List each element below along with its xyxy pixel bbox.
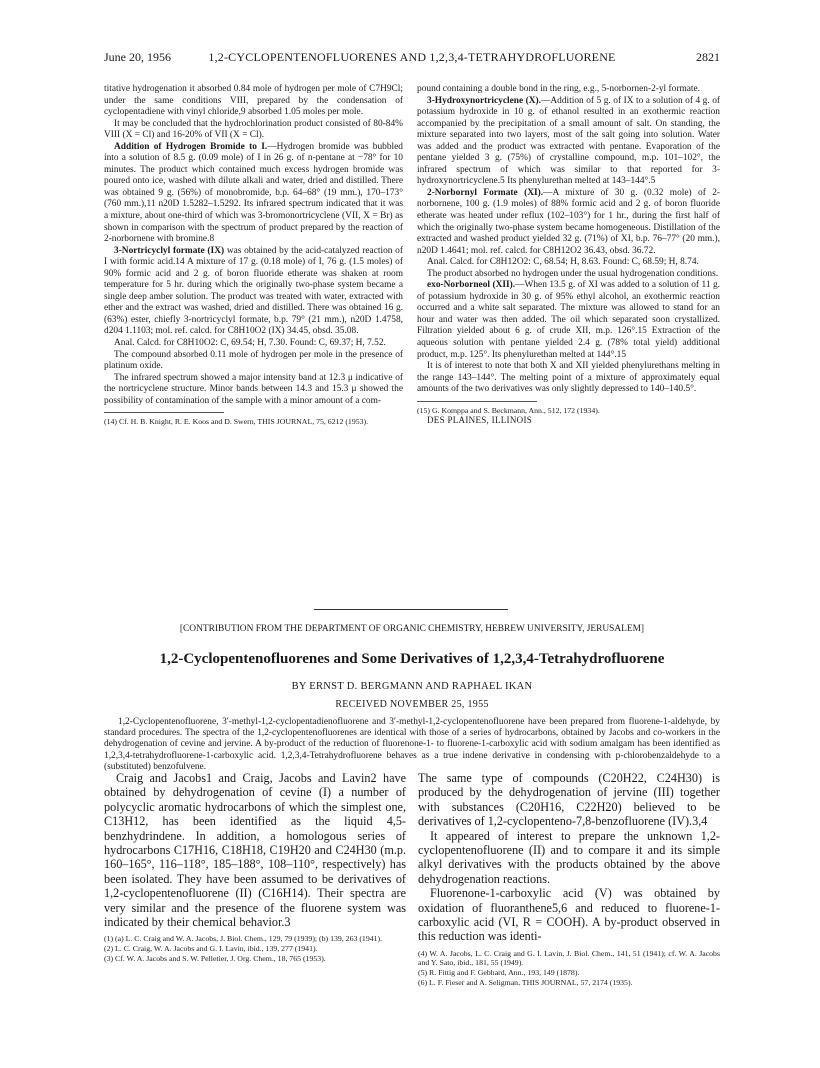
footnotes (417, 406, 720, 416)
paragraph (104, 246, 403, 338)
analysis: Anal. Calcd. for C8H12O2: C, 68.54; H, 8.63. Found: C, 68.59; H, 8.74. (427, 257, 699, 268)
received-date: RECEIVED NOVEMBER 25, 1955 (335, 699, 489, 710)
page-number: 2821 (696, 50, 720, 64)
page-header (104, 50, 720, 66)
abstract-text: 1,2-Cyclopentenofluorene, 3′-methyl-1,2-cyclopentadienofluorene and 3′-methyl-1,2-cyclopentenofluorene have been prepared from fluorene-1-aldehyde, by standard procedures. The spectra of the 1,2-cyclopentenofluorenes are identical with those of a series of hydrocarbons, obtained by Jacobs and co-workers in the dehydrogenation of cevine and jervine. A by-product of the reduction of fluorenone-1- to fluorene-1-carboxylic acid with sodium amalgam has been identified as 1,2,3,4-tetrahydrofluorene-1-carboxylic acid. 1,2,3,4-Tetrahydrofluorene behaves as a true indene derivative in condensing with p-chlorobenzaldehyde to a (substituted) benzofulvene. (104, 717, 720, 772)
footnotes (104, 934, 406, 963)
paragraph-text: was obtained by the acid-catalyzed reaction of I with formic acid.14 A mixture of 17 g. (0.18 mole) of I, 76 g. (1.5 moles) of 90% formic acid and 2 g. of boron fluoride etherate was shaken at room temperature for 5 hr. during which the originally two-phase system became a single deep amber solution. The product was treated with water, extracted with ether and the extract was washed, dried and distilled. There was obtained 16 g. (63%) ester, chiefly 3-nortricyclyl formate, b.p. 79° (21 mm.), n20D 1.4758, d204 1.1103; mol. ref. calcd. for C8H10O2 (IX) 34.45, obsd. 35.08. (104, 245, 403, 337)
paragraph: The same type of compounds (C20H22, C24H30) is produced by the dehydrogenation of jervine (III) together with substances (C20H16, C22H20) believed to be derivatives of 1,2-cyclopenteno-7,8-benzofluorene (IV).3,4 (418, 771, 720, 829)
footnotes (418, 949, 720, 987)
running-title: 1,2-CYCLOPENTENOFLUORENES AND 1,2,3,4-TETRAHYDROFLUORENE (208, 50, 616, 64)
paragraph-text: —Addition of 5 g. of IX to a solution of 4 g. of potassium hydroxide in 10 g. of ethanol resulted in an exothermic reaction accompanied by the precipitation of a small amount of salt. On standing, the mixture separated into two layers, most of the salt going into solution. Water was added and the product was extracted with pentane. Evaporation of the pentane yielded 3 g. (75%) of crystalline compound, m.p. 101–102°, the infrared spectrum of which was similar to that reported for 3-hydroxynortricyclene.5 Its phenylurethan melted at 143–144°.5 (417, 95, 721, 187)
paragraph: It appeared of interest to prepare the unknown 1,2-cyclopentenofluorene (II) and to compare it and its simple alkyl derivatives with the products obtained by the above dehydrogenation reactions. (418, 828, 720, 886)
paragraph-text: —A mixture of 30 g. (0.32 mole) of 2-norbornene, 100 g. (1.9 moles) of 88% formic acid and 2 g. of boron fluoride etherate was heated under reflux (102–103°) for 1 hr., during the first half of which the originally two-phase system became homogeneous. Distillation of the extracted and washed product yielded 32 g. (71%) of XI, b.p. 76–77° (20 mm.), n20D 1.4641; mol. ref. calcd. for C8H12O2 36.43, obsd. 36.72. (417, 187, 720, 256)
body-right-column (418, 771, 720, 987)
footnotes (104, 417, 403, 427)
paragraph: It is of interest to note that both X and XII yielded phenylurethans melting in the range 143–144°. The melting point of a mixture of approximately equal amounts of the two derivatives was only slightly depressed to 140–140.5°. (417, 361, 720, 395)
section-heading: 3-Nortricyclyl formate (IX) (114, 245, 225, 256)
article-title: 1,2-Cyclopentenofluorenes and Some Derivatives of 1,2,3,4-Tetrahydrofluorene (159, 651, 665, 667)
paragraph (417, 188, 720, 257)
footnote: (4) W. A. Jacobs, L. C. Craig and G. I. Lavin, J. Biol. Chem., 141, 51 (1941); cf. W. A. Jacobs and Y. Sato, ibid., 181, 55 (1949). (418, 948, 720, 968)
footnote: (6) L. F. Fieser and A. Seligman, THIS JOURNAL, 57, 2174 (1935). (418, 977, 633, 987)
paragraph (417, 280, 720, 361)
body-left-column (104, 771, 406, 963)
analysis: Anal. Calcd. for C8H10O2: C, 69.54; H, 7.30. Found: C, 69.37; H, 7.52. (114, 338, 386, 349)
paragraph: The infrared spectrum showed a major intensity band at 12.3 μ indicative of the nortricyclene structure. Minor bands between 14.3 and 15.3 μ showed the possibility of contamination of the sample with a minor amount of a com- (104, 372, 403, 406)
paragraph: Fluorenone-1-carboxylic acid (V) was obtained by oxidation of fluoranthene5,6 and reduced to fluorene-1-carboxylic acid (VI, R = COOH). A by-product observed in this reduction was identi- (418, 886, 720, 944)
footnote: (3) Cf. W. A. Jacobs and S. W. Pelletier, J. Org. Chem., 18, 765 (1953). (104, 953, 326, 963)
section-heading: 2-Norbornyl Formate (XI). (427, 187, 544, 198)
paragraph (104, 142, 403, 246)
section-heading: exo-Norborneol (XII). (427, 280, 516, 291)
footnote: (1) (a) L. C. Craig and W. A. Jacobs, J. Biol. Chem., 129, 79 (1939); (b) 139, 263 (1941). (104, 934, 383, 944)
paragraph (417, 96, 720, 188)
footnote: (15) G. Komppa and S. Beckmann, Ann., 512, 172 (1934). (417, 405, 600, 415)
authors: BY ERNST D. BERGMANN AND RAPHAEL IKAN (291, 681, 533, 692)
paragraph: It may be concluded that the hydrochlorination product consisted of 80-84% VIII (X = Cl) and 16-20% of VII (X = Cl). (104, 118, 403, 141)
right-column (417, 84, 720, 427)
left-column (104, 84, 403, 427)
footnote-rule (417, 401, 537, 402)
paragraph-text: —Hydrogen bromide was bubbled into a solution of 8.5 g. (0.09 mole) of I in 26 g. of n-pentane at −78° for 10 minutes. The product which contained much excess hydrogen bromide was poured onto ice, washed with dilute alkali and water, dried and distilled. There was obtained 9 g. (56%) of monobromide, b.p. 64–68° (19 mm.), 170–173° (760 mm.),11 n20D 1.5282–1.5292. Its infrared spectrum indicated that it was a mixture, about one-third of which was 3-bromonortricyclene (VII, X = Br) as shown in comparison with the spectrum of product prepared by the reaction of 2-norbornene with bromine.8 (104, 141, 403, 245)
paragraph: Craig and Jacobs1 and Craig, Jacobs and Lavin2 have obtained by dehydrogenation of cevine (I) a number of polycyclic aromatic hydrocarbons of which the simplest one, C13H12, has been identified as the liquid 4,5-benzhydrindene. In addition, a homologous series of hydrocarbons C17H16, C18H18, C19H20 and C24H30 (m.p. 160–165°, 116–118°, 185–188°, 108–110°, respectively) has been isolated. They have been assumed to be derivatives of 1,2-cyclopentenofluorene (II) (C16H14). Their spectra are very similar and the presence of the fluorene system was indicated by their chemical behavior.3 (104, 771, 406, 930)
location: DES PLAINES, ILLINOIS (427, 415, 533, 426)
contribution-line: [CONTRIBUTION FROM THE DEPARTMENT OF ORGANIC CHEMISTRY, HEBREW UNIVERSITY, JERUSALEM] (179, 624, 645, 634)
paragraph: pound containing a double bond in the ring, e.g., 5-norbornen-2-yl formate. (417, 84, 701, 94)
footnote: (2) L. C. Craig, W. A. Jacobs and G. I. Lavin, ibid., 139, 277 (1941). (104, 944, 318, 954)
footnote-rule (104, 412, 224, 413)
paragraph: The product absorbed no hydrogen under the usual hydrogenation conditions. (427, 268, 719, 279)
footnote: (14) Cf. H. B. Knight, R. E. Koos and D. Swern, THIS JOURNAL, 75, 6212 (1953). (104, 417, 369, 427)
header-date: June 20, 1956 (104, 50, 171, 64)
article-separator (314, 609, 508, 610)
paragraph: titative hydrogenation it absorbed 0.84 mole of hydrogen per mole of C7H9Cl; under the same conditions VIII, prepared by the condensation of cyclopentadiene with vinyl chloride,9 absorbed 1.05 moles per mole. (104, 84, 403, 118)
paragraph: The compound absorbed 0.11 mole of hydrogen per mole in the presence of platinum oxide. (104, 349, 403, 372)
paragraph-text: —When 13.5 g. of XI was added to a solution of 11 g. of potassium hydroxide in 30 g. of 95% ethyl alcohol, an exothermic reaction occurred and a white salt separated. The mixture was allowed to stand for an hour and water was then added. The oil which separated soon crystallized. Filtration yielded about 6 g. of crude XII, m.p. 126°.15 Extraction of the aqueous solution with pentane yielded 2.4 g. (78% total yield) additional product, m.p. 125°. Its phenylurethan melted at 144°.15 (417, 280, 720, 360)
section-heading: Addition of Hydrogen Bromide to I. (114, 141, 268, 152)
footnote: (5) R. Fittig and F. Gebhard, Ann., 193, 149 (1878). (418, 968, 580, 978)
abstract (104, 717, 720, 773)
section-heading: 3-Hydroxynortricyclene (X). (427, 95, 542, 106)
